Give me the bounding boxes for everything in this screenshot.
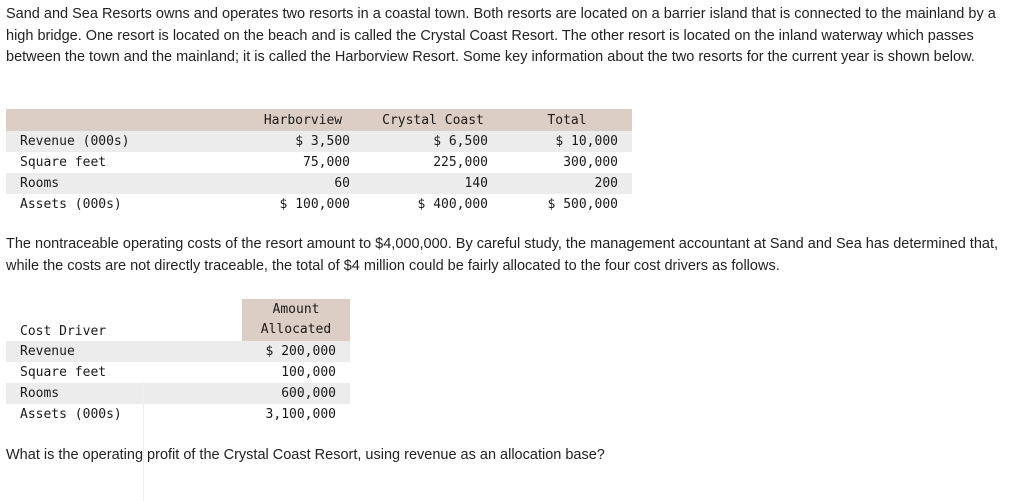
row-driver: Revenue: [6, 341, 242, 362]
cell-harborview: 60: [242, 173, 364, 194]
cell-total: 300,000: [502, 152, 632, 173]
resort-info-table: [6, 109, 632, 215]
cell-total: 200: [502, 173, 632, 194]
intro-paragraph: Sand and Sea Resorts owns and operates two resorts in a coastal town. Both resorts are located on a barrier island that is connected to the mainland by a high bridge. One resort is located on the beach and is called the Crystal Coast Resort. The other resort is located on the inland waterway which passes between the town and the mainland; it is called the Harborview Resort. Some key information about the two resorts for the current year is shown below.: [6, 6, 996, 65]
header-amount-line1: Amount: [272, 302, 320, 317]
cell-amount: 600,000: [242, 383, 350, 404]
row-driver: Assets (000s): [6, 404, 242, 425]
row-driver: Square feet: [6, 362, 242, 383]
table-row: [6, 404, 350, 425]
nontraceable-cost-paragraph: The nontraceable operating costs of the resort amount to $4,000,000. By careful study, the management accountant at Sand and Sea has determined that, while the costs are not directly traceable, the total of $4 million could be fairly allocated to the four cost drivers as follows.: [6, 236, 999, 274]
row-label: Square feet: [6, 152, 242, 173]
cell-harborview: 75,000: [242, 152, 364, 173]
header-harborview: Harborview: [242, 109, 364, 131]
cell-crystal-coast: 140: [364, 173, 502, 194]
cell-crystal-coast: $ 6,500: [364, 131, 502, 152]
cell-crystal-coast: $ 400,000: [364, 194, 502, 215]
table-row: [6, 194, 632, 215]
header-cost-driver: Cost Driver: [6, 299, 242, 341]
table-row: [6, 362, 350, 383]
header-amount-allocated: [242, 299, 350, 341]
question-paragraph: What is the operating profit of the Crystal Coast Resort, using revenue as an allocation base?: [6, 447, 605, 463]
table-header-row: [6, 109, 632, 131]
row-label: Rooms: [6, 173, 242, 194]
cell-total: $ 500,000: [502, 194, 632, 215]
table-row: [6, 173, 632, 194]
table-header-row: [6, 299, 350, 341]
header-blank-cell: [6, 109, 242, 131]
table-row: [6, 131, 632, 152]
divider: [143, 382, 144, 501]
table-row: [6, 383, 350, 404]
row-label: Assets (000s): [6, 194, 242, 215]
cell-crystal-coast: 225,000: [364, 152, 502, 173]
cost-driver-table: [6, 299, 350, 425]
cell-amount: 100,000: [242, 362, 350, 383]
cell-amount: $ 200,000: [242, 341, 350, 362]
cell-harborview: $ 100,000: [242, 194, 364, 215]
header-total: Total: [502, 109, 632, 131]
cell-harborview: $ 3,500: [242, 131, 364, 152]
header-amount-line2: Allocated: [260, 322, 332, 337]
row-driver: Rooms: [6, 383, 242, 404]
cell-amount: 3,100,000: [242, 404, 350, 425]
header-crystal-coast: Crystal Coast: [364, 109, 502, 131]
row-label: Revenue (000s): [6, 131, 242, 152]
table-row: [6, 152, 632, 173]
cell-total: $ 10,000: [502, 131, 632, 152]
table-row: [6, 341, 350, 362]
